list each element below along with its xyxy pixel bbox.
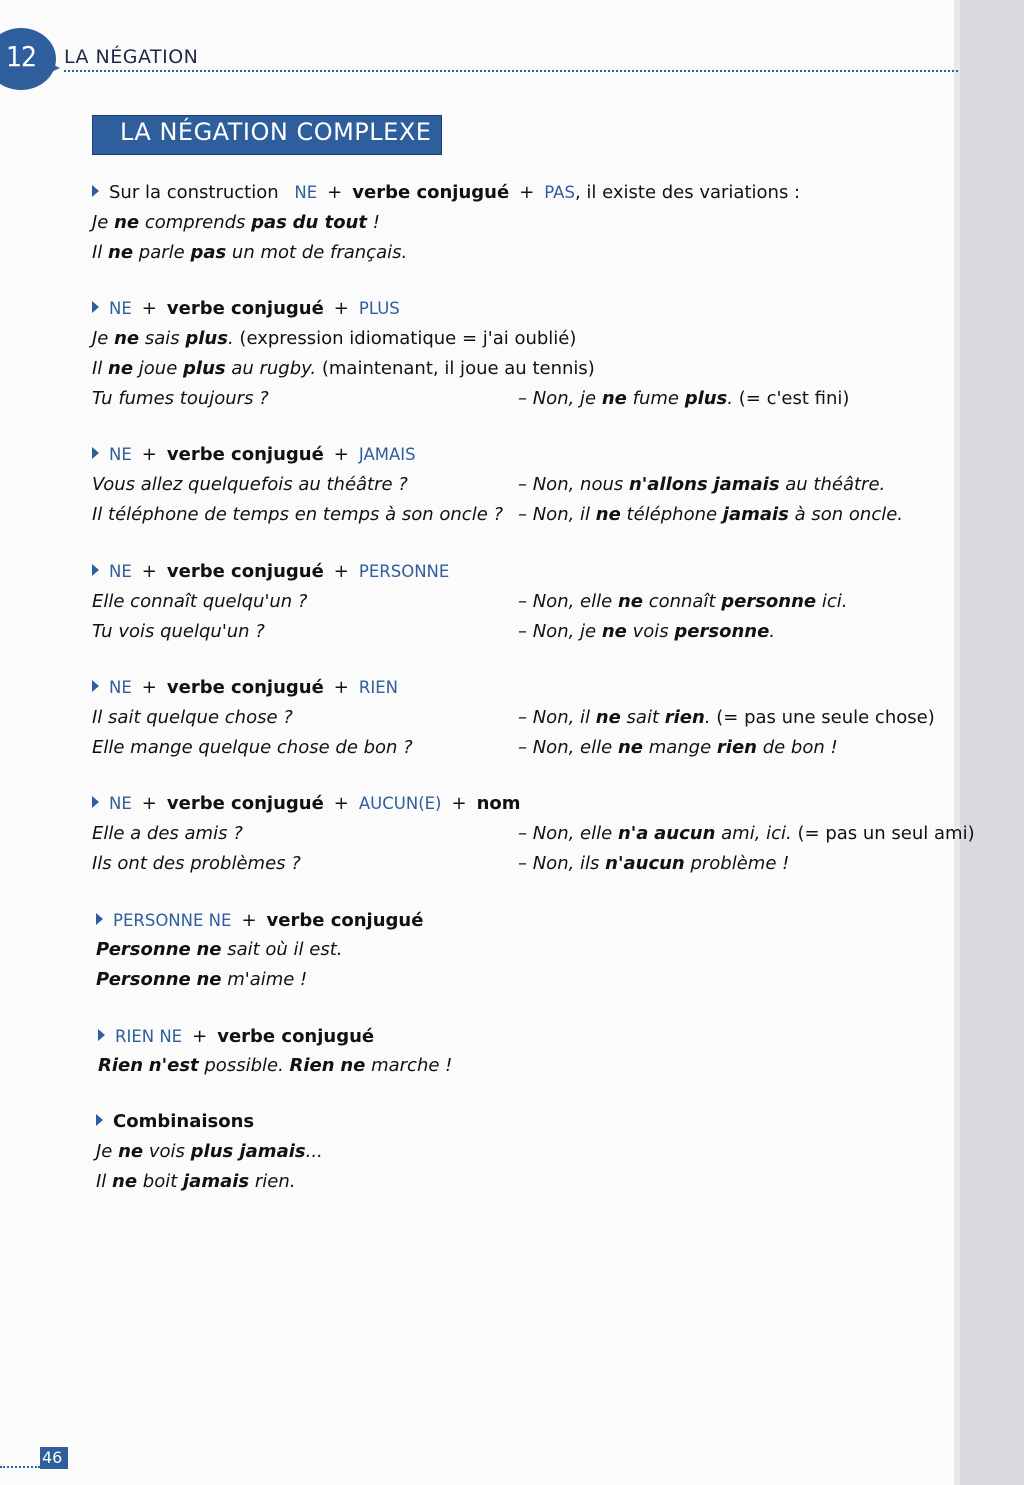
- rule-personne-ne: PERSONNE NE + verbe conjugué: [96, 909, 423, 933]
- rule-rien-ne: RIEN NE + verbe conjugué: [98, 1025, 374, 1049]
- bullet-arrow-icon: [92, 680, 99, 692]
- rule-combinaisons: Combinaisons: [96, 1110, 254, 1134]
- personne-ne-example-2: Personne ne m'aime !: [96, 969, 308, 990]
- header-dotted-rule: [64, 70, 958, 72]
- intro-example-1: Je ne comprends pas du tout !: [92, 212, 380, 233]
- rien-question-1: Il sait quelque chose ?: [92, 707, 293, 728]
- jamais-question-1: Vous allez quelquefois au théâtre ?: [92, 474, 408, 495]
- rien-question-2: Elle mange quelque chose de bon ?: [92, 737, 413, 758]
- bullet-arrow-icon: [92, 301, 99, 313]
- jamais-answer-2: – Non, il ne téléphone jamais à son oncle.: [518, 504, 904, 525]
- combinaisons-example-1: Je ne vois plus jamais...: [96, 1141, 323, 1162]
- rule-ne-personne: NE + verbe conjugué + PERSONNE: [92, 560, 449, 584]
- plus-example-2: Il ne joue plus au rugby. (maintenant, il joue au tennis): [92, 358, 595, 379]
- plus-example-1: Je ne sais plus. (expression idiomatique = j'ai oublié): [92, 328, 577, 349]
- personne-question-2: Tu vois quelqu'un ?: [92, 621, 265, 642]
- footer-dotted-rule: [0, 1466, 40, 1468]
- bullet-arrow-icon: [98, 1029, 105, 1041]
- rule-ne-plus: NE + verbe conjugué + PLUS: [92, 297, 400, 321]
- aucun-answer-1: – Non, elle n'a aucun ami, ici. (= pas un seul ami): [518, 823, 975, 844]
- rien-answer-2: – Non, elle ne mange rien de bon !: [518, 737, 838, 758]
- rule-ne-aucun: NE + verbe conjugué + AUCUN(E) + nom: [92, 792, 521, 816]
- bullet-arrow-icon: [96, 913, 103, 925]
- chapter-title: LA NÉGATION: [64, 46, 199, 68]
- rule-ne-rien: NE + verbe conjugué + RIEN: [92, 676, 398, 700]
- aucun-question-2: Ils ont des problèmes ?: [92, 853, 301, 874]
- section-title: LA NÉGATION COMPLEXE: [120, 118, 432, 146]
- intro-example-2: Il ne parle pas un mot de français.: [92, 242, 408, 263]
- bullet-arrow-icon: [92, 564, 99, 576]
- bullet-arrow-icon: [96, 1114, 103, 1126]
- bullet-arrow-icon: [92, 796, 99, 808]
- chapter-badge-pointer: [38, 58, 60, 78]
- personne-ne-example-1: Personne ne sait où il est.: [96, 939, 343, 960]
- intro-rule: Sur la construction NE + verbe conjugué + PAS, il existe des variations :: [92, 181, 800, 205]
- personne-answer-2: – Non, je ne vois personne.: [518, 621, 776, 642]
- rien-ne-example: Rien n'est possible. Rien ne marche !: [98, 1055, 453, 1076]
- rien-answer-1: – Non, il ne sait rien. (= pas une seule chose): [518, 707, 935, 728]
- chapter-number: 12: [6, 40, 37, 73]
- plus-question-1: Tu fumes toujours ?: [92, 388, 269, 409]
- jamais-question-2: Il téléphone de temps en temps à son oncle ?: [92, 504, 504, 525]
- page-number: 46: [42, 1448, 63, 1467]
- combinaisons-example-2: Il ne boit jamais rien.: [96, 1171, 296, 1192]
- aucun-question-1: Elle a des amis ?: [92, 823, 243, 844]
- aucun-answer-2: – Non, ils n'aucun problème !: [518, 853, 790, 874]
- personne-question-1: Elle connaît quelqu'un ?: [92, 591, 308, 612]
- jamais-answer-1: – Non, nous n'allons jamais au théâtre.: [518, 474, 886, 495]
- rule-ne-jamais: NE + verbe conjugué + JAMAIS: [92, 443, 416, 467]
- personne-answer-1: – Non, elle ne connaît personne ici.: [518, 591, 848, 612]
- bullet-arrow-icon: [92, 185, 99, 197]
- bullet-arrow-icon: [92, 447, 99, 459]
- plus-answer-1: – Non, je ne fume plus. (= c'est fini): [518, 388, 850, 409]
- page-spine: [960, 0, 1024, 1485]
